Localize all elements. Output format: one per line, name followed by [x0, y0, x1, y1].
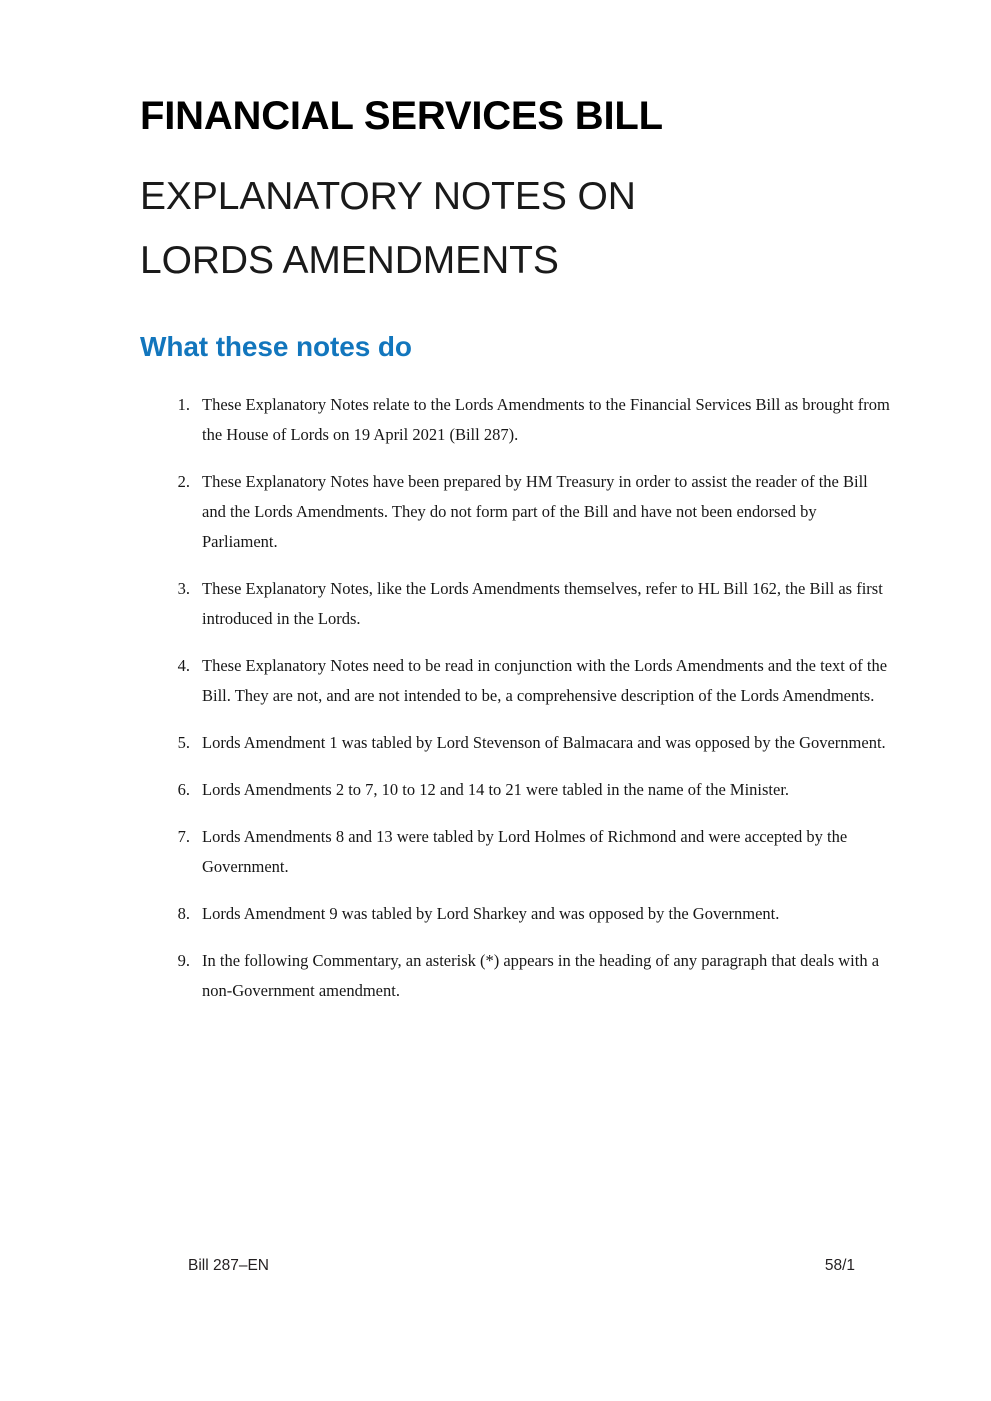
- list-item-text: Lords Amendments 2 to 7, 10 to 12 and 14 to 21 were tabled in the name of the Minister.: [202, 780, 790, 799]
- list-item-number: 8.: [177, 904, 190, 923]
- list-item-text: These Explanatory Notes have been prepared by HM Treasury in order to assist the reader of the Bill and the Lords Amendments. They do not form part of the Bill and have not been endorsed by Parliament.: [202, 472, 868, 551]
- page-title: FINANCIAL SERVICES BILL: [140, 94, 663, 138]
- list-item-text: These Explanatory Notes relate to the Lords Amendments to the Financial Services Bill as brought from the House of Lords on 19 April 2021 (Bill 287).: [202, 395, 890, 444]
- section-heading-what-these-notes-do: What these notes do: [140, 331, 412, 362]
- list-item-number: 6.: [177, 780, 190, 799]
- list-item-number: 3.: [177, 579, 190, 598]
- list-item-number: 7.: [177, 827, 190, 846]
- list-item: [166, 728, 892, 758]
- list-item-text: In the following Commentary, an asterisk (*) appears in the heading of any paragraph that deals with a non-Government amendment.: [202, 951, 880, 1000]
- list-item-text: These Explanatory Notes, like the Lords Amendments themselves, refer to HL Bill 162, the Bill as first introduced in the Lords.: [202, 579, 883, 628]
- title-block: [140, 93, 840, 293]
- list-item: [166, 899, 892, 929]
- list-item-text: Lords Amendment 1 was tabled by Lord Stevenson of Balmacara and was opposed by the Government.: [202, 733, 886, 752]
- list-item-number: 5.: [177, 733, 190, 752]
- list-item-number: 1.: [177, 395, 190, 414]
- footer-page-number: 58/1: [824, 1257, 855, 1274]
- list-item: [166, 574, 892, 634]
- list-item-number: 4.: [177, 656, 190, 675]
- list-item: [166, 822, 892, 882]
- list-item-text: Lords Amendment 9 was tabled by Lord Sharkey and was opposed by the Government.: [202, 904, 780, 923]
- list-item: [166, 651, 892, 711]
- list-item: [166, 467, 892, 557]
- list-item: [166, 775, 892, 805]
- list-item-number: 9.: [177, 951, 190, 970]
- list-item-text: These Explanatory Notes need to be read in conjunction with the Lords Amendments and the text of the Bill. They are not, and are not intended to be, a comprehensive description of the Lords Amendments.: [202, 656, 888, 705]
- list-item: [166, 946, 892, 1006]
- list-item-number: 2.: [177, 472, 190, 491]
- page-subtitle: EXPLANATORY NOTES ON LORDS AMENDMENTS: [140, 175, 636, 282]
- page-footer: [188, 1256, 855, 1276]
- list-item-text: Lords Amendments 8 and 13 were tabled by Lord Holmes of Richmond and were accepted by the Government.: [202, 827, 848, 876]
- footer-bill-reference: Bill 287–EN: [188, 1257, 269, 1274]
- list-item: [166, 390, 892, 450]
- explanatory-notes-list: [166, 390, 892, 1006]
